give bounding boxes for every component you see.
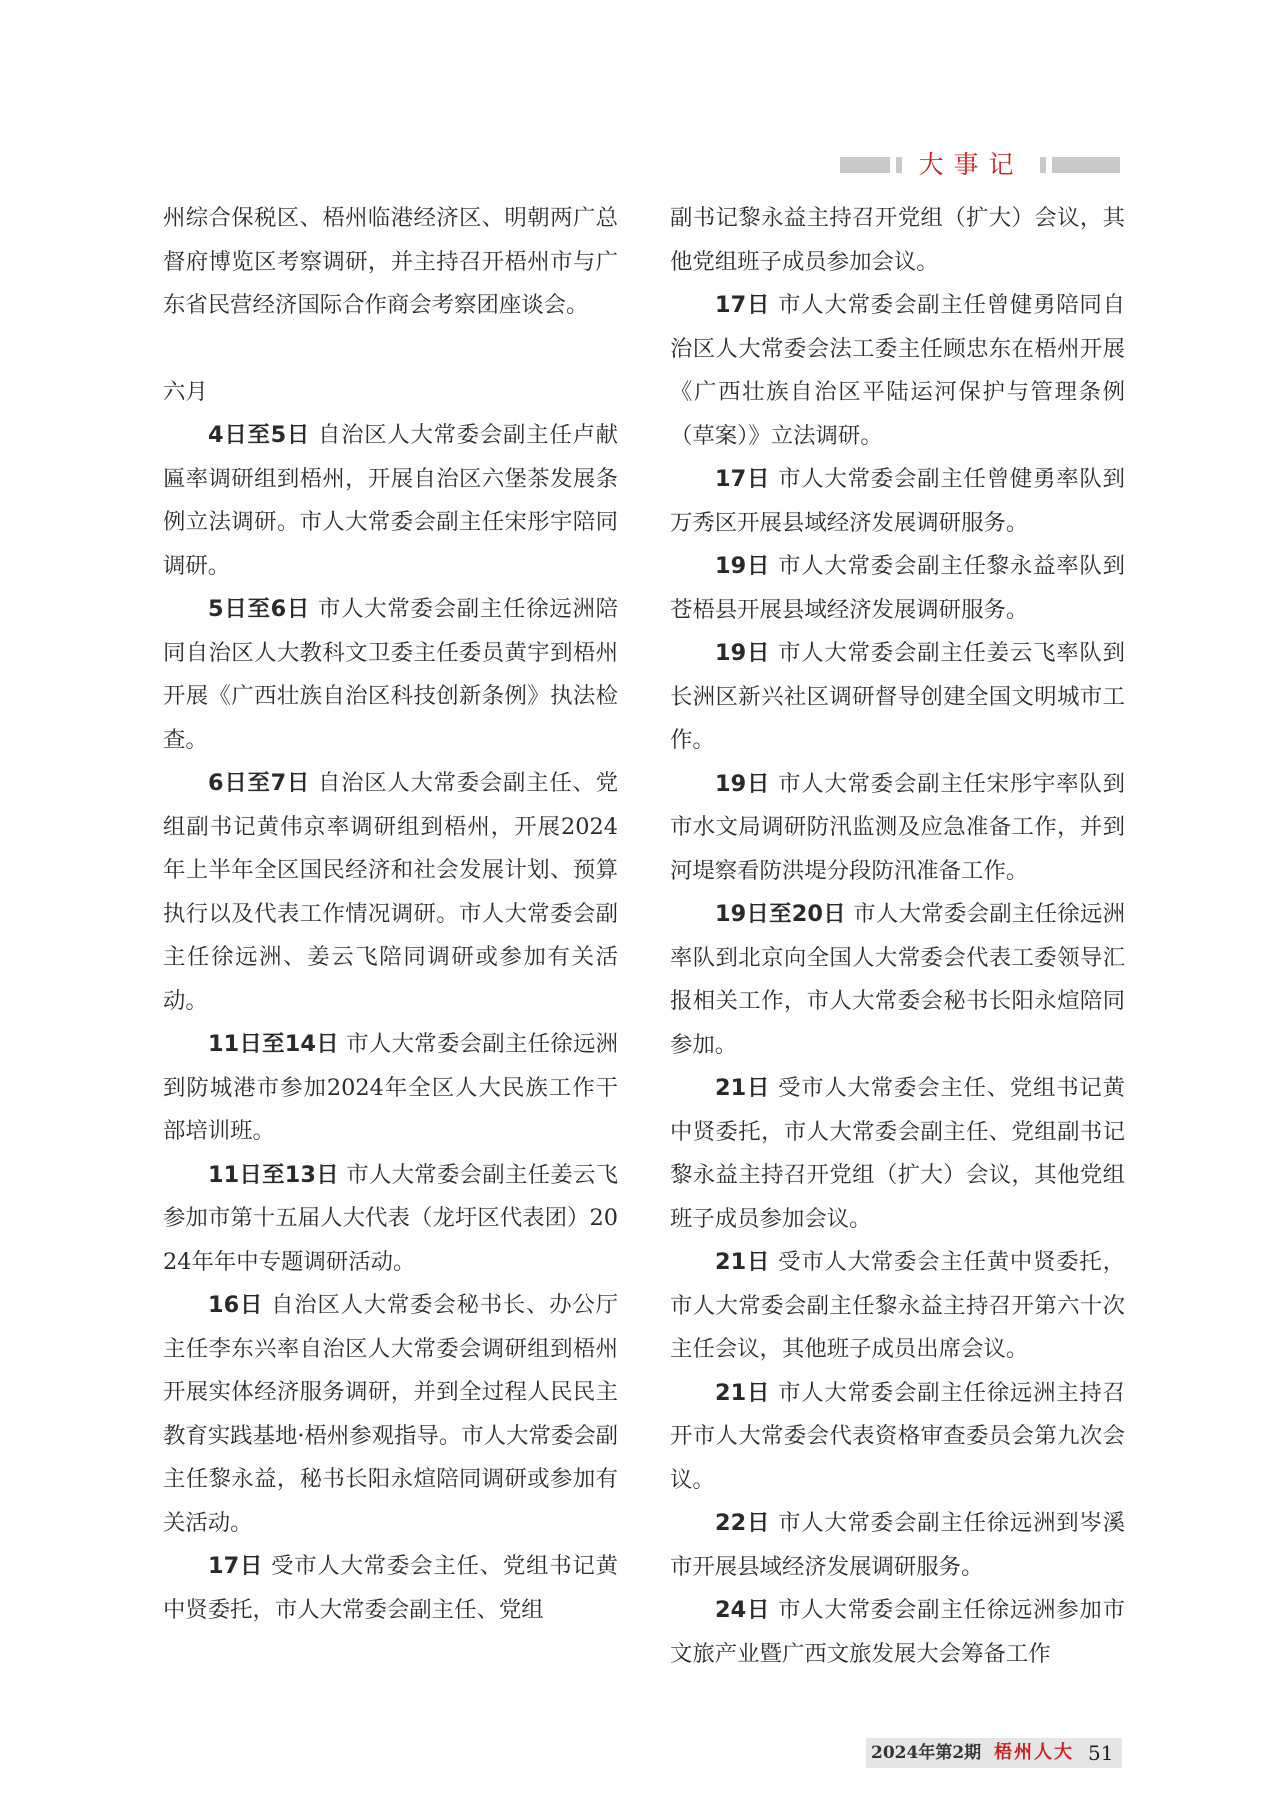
event-text: 市人大常委会副主任徐远洲到防城港市参加2024年全区人大民族工作干部培训班。 (163, 1031, 619, 1144)
event-entry (163, 1284, 618, 1545)
event-text: 自治区人大常委会副主任卢献匾率调研组到梧州，开展自治区六堡茶发展条例立法调研。市人大常委会副主任宋彤宇陪同调研。 (163, 422, 618, 579)
event-entry (670, 545, 1125, 632)
event-text: 市人大常委会副主任徐远洲陪同自治区人大教科文卫委主任委员黄宇到梧州开展《广西壮族自治区科技创新条例》执法检查。 (163, 596, 618, 753)
section-header (840, 150, 1120, 180)
event-date: 11日至14日 (208, 1031, 339, 1057)
event-text: 自治区人大常委会副主任、党组副书记黄伟京率调研组到梧州，开展2024年上半年全区国民经济和社会发展计划、预算执行以及代表工作情况调研。市人大常委会副主任徐远洲、姜云飞陪同调研或参加有关活动。 (163, 770, 618, 1014)
event-date: 24日 (715, 1597, 771, 1623)
event-text: 市人大常委会副主任徐远洲率队到北京向全国人大常委会代表工委领导汇报相关工作，市人大常委会秘书长阳永煊陪同参加。 (670, 901, 1126, 1058)
event-date: 17日 (208, 1553, 264, 1579)
event-date: 19日 (715, 553, 771, 579)
event-text: 受市人大常委会主任、党组书记黄中贤委托，市人大常委会副主任、党组副书记黎永益主持召开党组（扩大）会议，其他党组班子成员参加会议。 (670, 1075, 1126, 1232)
event-entry (163, 414, 618, 588)
header-bar-right-small (1040, 157, 1046, 173)
event-date: 21日 (715, 1075, 771, 1101)
event-entry (670, 893, 1125, 1067)
page-number: 51 (1088, 1741, 1114, 1765)
event-text: 市人大常委会副主任宋彤宇率队到市水文局调研防汛监测及应急准备工作，并到河堤察看防洪堤分段防汛准备工作。 (670, 770, 1126, 884)
event-entry (163, 1154, 618, 1285)
event-date: 19日 (715, 640, 771, 666)
section-title: 大事记 (918, 150, 1024, 179)
event-date: 19日至20日 (715, 901, 846, 927)
header-bar-left-small (896, 157, 902, 173)
event-text: 市人大常委会副主任姜云飞参加市第十五届人大代表（龙圩区代表团）2024年年中专题调研活动。 (163, 1161, 619, 1275)
event-entry (163, 762, 618, 1023)
event-date: 21日 (715, 1379, 771, 1406)
issue-label: 2024年第2期 (871, 1743, 982, 1763)
event-text: 市人大常委会副主任曾健勇率队到万秀区开展县域经济发展调研服务。 (670, 466, 1126, 536)
page-footer (866, 1738, 1122, 1768)
event-text: 市人大常委会副主任徐远洲主持召开市人大常委会代表资格审查委员会第九次会议。 (670, 1379, 1126, 1493)
event-entry (670, 1502, 1125, 1589)
event-text: 市人大常委会副主任黎永益率队到苍梧县开展县域经济发展调研服务。 (670, 553, 1126, 623)
right-column (670, 197, 1125, 1676)
event-entry (670, 284, 1125, 458)
event-text: 市人大常委会副主任徐远洲到岑溪市开展县域经济发展调研服务。 (670, 1510, 1126, 1580)
event-date: 4日至5日 (208, 422, 311, 448)
event-entry (163, 1545, 618, 1632)
event-date: 22日 (715, 1510, 771, 1536)
header-bar-left (840, 157, 890, 173)
event-date: 19日 (715, 770, 771, 797)
event-text: 市人大常委会副主任姜云飞率队到长洲区新兴社区调研督导创建全国文明城市工作。 (670, 640, 1126, 753)
event-entry (670, 1589, 1125, 1676)
event-entry (163, 1023, 618, 1154)
event-entry (163, 588, 618, 762)
event-entry (670, 632, 1125, 763)
event-text: 受市人大常委会主任黄中贤委托，市人大常委会副主任黎永益主持召开第六十次主任会议，其他班子成员出席会议。 (670, 1249, 1126, 1362)
event-date: 17日 (715, 466, 771, 492)
left-column (163, 197, 618, 1632)
event-date: 6日至7日 (208, 770, 311, 796)
event-entry (670, 1067, 1125, 1241)
event-text: 市人大常委会副主任曾健勇陪同自治区人大常委会法工委主任顾忠东在梧州开展《广西壮族自治区平陆运河保护与管理条例（草案）》立法调研。 (670, 292, 1126, 449)
event-text: 受市人大常委会主任、党组书记黄中贤委托，市人大常委会副主任、党组 (163, 1553, 619, 1623)
event-date: 21日 (715, 1249, 771, 1275)
event-entry: 副书记黎永益主持召开党组（扩大）会议，其他党组班子成员参加会议。 (670, 205, 1125, 275)
event-date: 5日至6日 (208, 596, 311, 622)
event-entry (670, 763, 1125, 894)
header-bar-right (1052, 157, 1120, 173)
event-entry (670, 1241, 1125, 1372)
event-text: 自治区人大常委会秘书长、办公厅主任李东兴率自治区人大常委会调研组到梧州开展实体经济服务调研，并到全过程人民民主教育实践基地·梧州参观指导。市人大常委会副主任黎永益，秘书长阳永煊陪同调研或参加有关活动。 (163, 1292, 619, 1536)
event-entry (670, 1372, 1125, 1503)
event-entry (670, 458, 1125, 545)
magazine-name: 梧州人大 (994, 1742, 1074, 1763)
event-text: 市人大常委会副主任徐远洲参加市文旅产业暨广西文旅发展大会筹备工作 (670, 1597, 1126, 1667)
month-heading: 六月 (163, 378, 208, 405)
event-date: 16日 (208, 1292, 264, 1318)
event-date: 17日 (715, 292, 771, 318)
event-entry: 州综合保税区、梧州临港经济区、明朝两广总督府博览区考察调研，并主持召开梧州市与广东省民营经济国际合作商会考察团座谈会。 (163, 205, 618, 318)
event-date: 11日至13日 (208, 1161, 339, 1188)
